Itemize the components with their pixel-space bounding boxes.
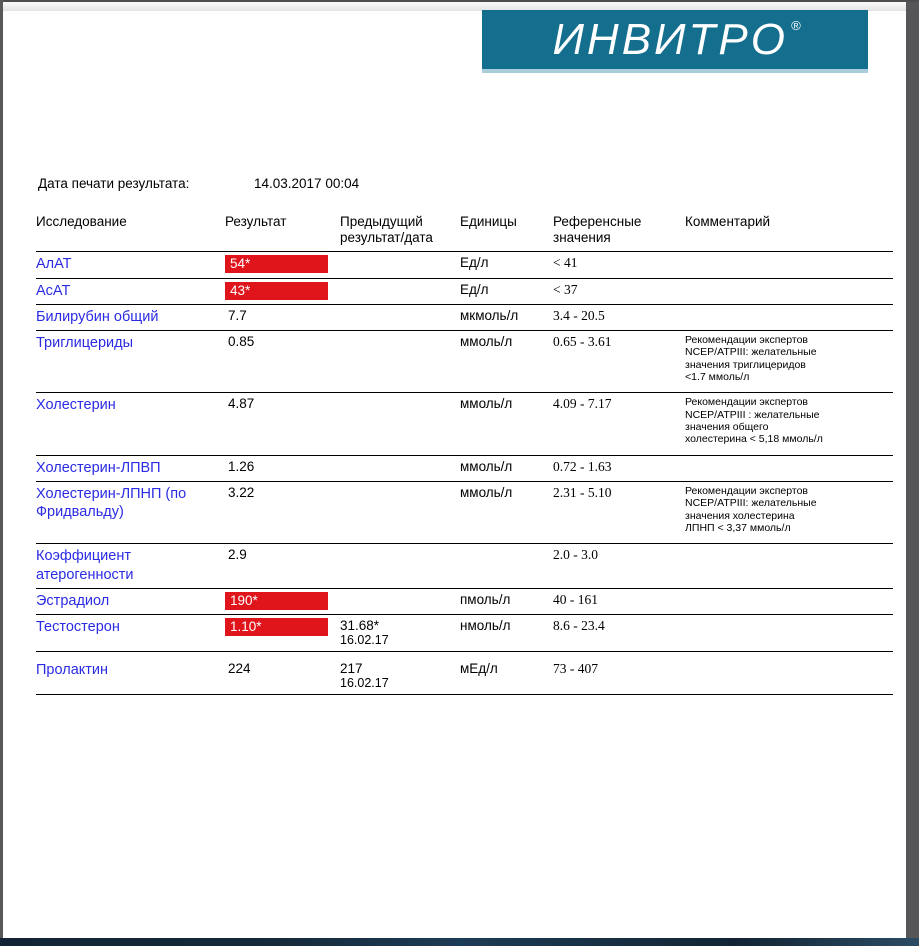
header-reference: Референсные значения xyxy=(553,214,642,246)
reference-range: < 37 xyxy=(553,281,578,297)
comment-text: Рекомендации экспертов NCEP/ATPIII : желательные значения общего холестерина < 5,18 ммоль/л xyxy=(685,396,823,446)
header-row xyxy=(36,211,893,252)
result-value: 3.22 xyxy=(228,484,255,500)
result-value: 4.87 xyxy=(228,396,255,412)
test-name: АсАТ xyxy=(36,282,71,299)
result-value: 43* xyxy=(225,282,328,300)
test-name: Эстрадиол xyxy=(36,592,110,609)
result-value: 224 xyxy=(228,660,251,676)
comment-text: Рекомендации экспертов NCEP/ATPIII: желательные значения триглицеридов <1.7 ммоль/л xyxy=(685,333,817,383)
test-name: Холестерин xyxy=(36,397,116,414)
registered-trademark-icon: ® xyxy=(790,18,801,33)
units-value: мЕд/л xyxy=(460,660,498,676)
comment-text xyxy=(685,308,823,313)
units-value: пмоль/л xyxy=(460,591,511,607)
comment-text xyxy=(685,282,823,287)
test-name: Коэффициент атерогенности xyxy=(36,548,134,583)
units-value: мкмоль/л xyxy=(460,307,519,323)
print-date-value: 14.03.2017 00:04 xyxy=(254,176,360,191)
results-table-header xyxy=(36,211,893,252)
comment-text xyxy=(685,592,823,597)
taskbar-edge xyxy=(0,938,919,946)
previous-result-date: 16.02.17 xyxy=(340,632,389,647)
result-value: 2.9 xyxy=(228,547,247,563)
units-value: ммоль/л xyxy=(460,333,513,349)
comment-text xyxy=(685,618,823,623)
test-name: Триглицериды xyxy=(36,334,133,351)
units-value: нмоль/л xyxy=(460,617,511,633)
units-value: Ед/л xyxy=(460,255,489,271)
reference-range: 0.65 - 3.61 xyxy=(553,333,612,349)
table-row xyxy=(36,330,893,393)
reference-range: 4.09 - 7.17 xyxy=(553,396,612,412)
table-row xyxy=(36,544,893,588)
reference-range: 73 - 407 xyxy=(553,660,598,676)
comment-text: Рекомендации экспертов NCEP/ATPIII: желательные значения холестерина ЛПНП < 3,37 ммоль/л xyxy=(685,484,817,534)
reference-range: 0.72 - 1.63 xyxy=(553,458,612,474)
result-value: 7.7 xyxy=(228,307,247,323)
comment-text xyxy=(685,547,823,552)
result-value: 1.10* xyxy=(225,618,328,636)
table-row xyxy=(36,252,893,278)
header-result: Результат xyxy=(225,214,287,229)
table-row xyxy=(36,304,893,330)
reference-range: 3.4 - 20.5 xyxy=(553,307,605,323)
test-name: АлАТ xyxy=(36,256,72,273)
table-row xyxy=(36,455,893,481)
result-value: 1.26 xyxy=(228,458,255,474)
invitro-logo-text: ИНВИТРО xyxy=(552,14,788,64)
comment-text xyxy=(685,661,823,666)
test-name: Холестерин-ЛПВП xyxy=(36,459,161,476)
reference-range: 40 - 161 xyxy=(553,591,598,607)
print-date-line xyxy=(38,176,359,191)
print-date-label: Дата печати результата: xyxy=(38,176,190,191)
table-row xyxy=(36,481,893,544)
table-row xyxy=(36,651,893,694)
test-name: Холестерин-ЛПНП (по Фридвальду) xyxy=(36,485,187,520)
units-value: ммоль/л xyxy=(460,484,513,500)
header-units: Единицы xyxy=(460,214,517,229)
result-value: 0.85 xyxy=(228,333,255,349)
reference-range: < 41 xyxy=(553,255,578,271)
header-test: Исследование xyxy=(36,214,127,229)
previous-result: 217 xyxy=(340,660,363,676)
test-name: Тестостерон xyxy=(36,618,120,635)
table-row xyxy=(36,393,893,456)
vertical-scrollbar[interactable] xyxy=(906,2,919,938)
table-row xyxy=(36,278,893,304)
previous-result: 31.68* xyxy=(340,617,380,633)
result-value: 190* xyxy=(225,592,328,610)
results-table xyxy=(36,211,893,695)
previous-result-date: 16.02.17 xyxy=(340,675,389,690)
table-row xyxy=(36,588,893,614)
comment-text xyxy=(685,459,823,464)
units-value: ммоль/л xyxy=(460,396,513,412)
result-value: 54* xyxy=(225,255,328,273)
header-comment: Комментарий xyxy=(685,214,771,229)
units-value: ммоль/л xyxy=(460,458,513,474)
table-row xyxy=(36,614,893,651)
invitro-logo xyxy=(482,10,868,73)
header-previous: Предыдущий результат/дата xyxy=(340,214,433,246)
reference-range: 2.31 - 5.10 xyxy=(553,484,612,500)
reference-range: 8.6 - 23.4 xyxy=(553,617,605,633)
results-tbody xyxy=(36,252,893,694)
units-value: Ед/л xyxy=(460,281,489,297)
test-name: Билирубин общий xyxy=(36,308,159,325)
comment-text xyxy=(685,255,823,260)
reference-range: 2.0 - 3.0 xyxy=(553,547,598,563)
test-name: Пролактин xyxy=(36,661,109,678)
window-left-edge xyxy=(0,0,3,946)
